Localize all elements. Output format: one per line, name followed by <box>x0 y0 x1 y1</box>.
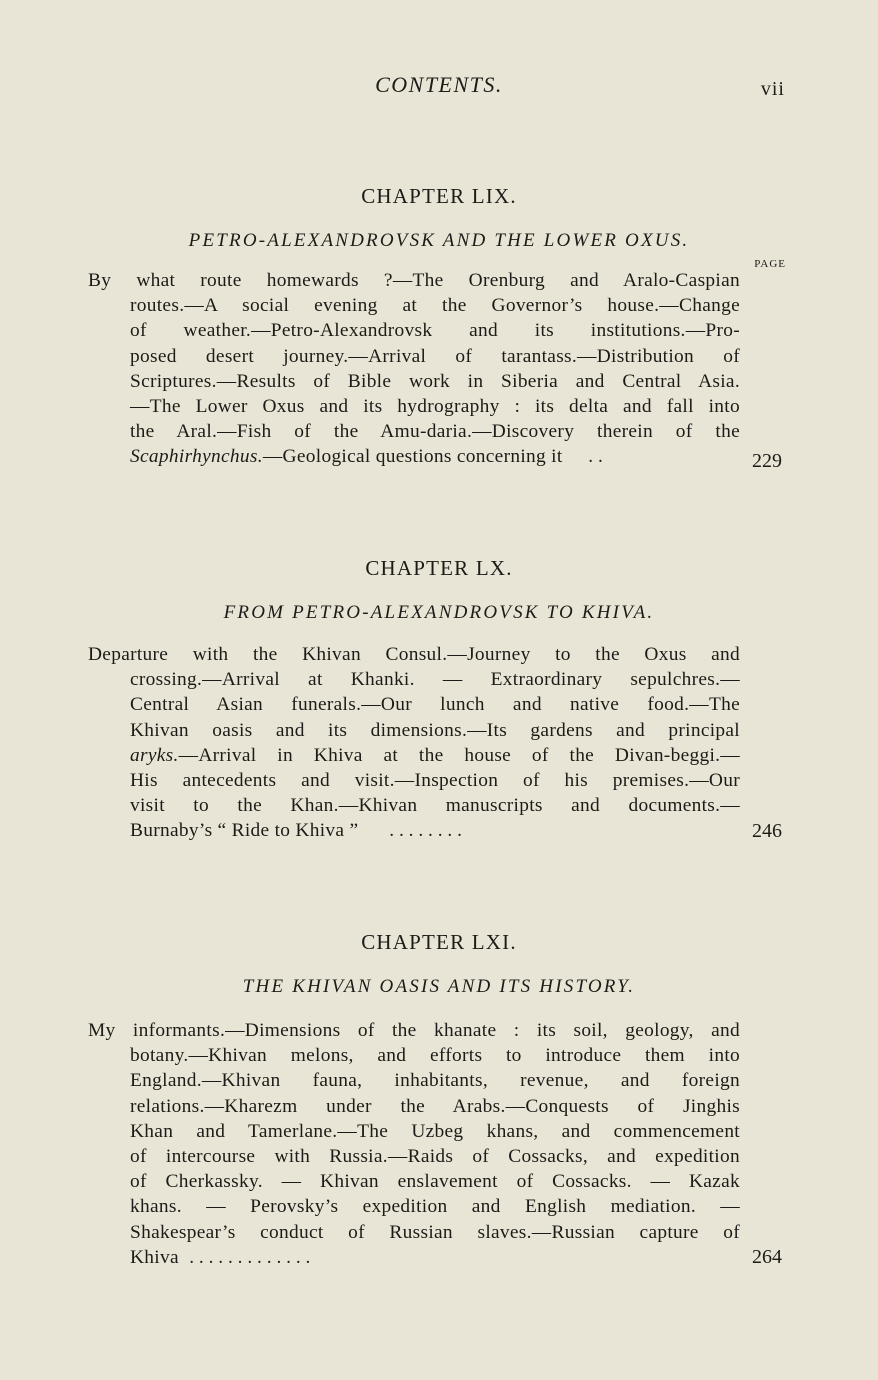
summary-line: routes.—A social evening at the Governor’s house.—Change <box>130 295 740 317</box>
summary-line: of Cherkassky. — Khivan enslavement of Cossacks. — Kazak <box>130 1171 740 1193</box>
summary-line: Shakespear’s conduct of Russian slaves.—Russian capture of <box>130 1221 740 1243</box>
dot-leader: . . <box>588 446 603 468</box>
running-head <box>0 72 878 106</box>
chapter-heading: CHAPTER LXI. <box>361 930 517 954</box>
summary-last-line <box>88 818 740 843</box>
summary-line: Departure with the Khivan Consul.—Journey to the Oxus and <box>88 644 740 665</box>
chapter-lix <box>0 184 878 258</box>
summary-line: Khivan oasis and its dimensions.—Its gardens and principal <box>130 719 740 741</box>
summary-line: —The Lower Oxus and its hydrography : its delta and fall into <box>130 395 740 417</box>
summary-text: —Arrival in Khiva at the house of the Divan-beggi.— <box>178 744 740 766</box>
summary-text: —Geological questions concerning it <box>262 446 563 468</box>
chapter-lxi <box>0 930 878 1004</box>
chapter-subtitle: PETRO-ALEXANDROVSK AND THE LOWER OXUS. <box>188 230 690 251</box>
summary-line: khans. — Perovsky’s expedition and English mediation. — <box>130 1196 740 1218</box>
chapter-summary <box>88 1018 740 1270</box>
chapter-lx <box>0 556 878 630</box>
summary-line: Scriptures.—Results of Bible work in Siberia and Central Asia. <box>130 370 740 392</box>
summary-line: relations.—Kharezm under the Arabs.—Conquests of Jinghis <box>130 1095 740 1117</box>
summary-line: England.—Khivan fauna, inhabitants, revenue, and foreign <box>130 1070 740 1092</box>
page-number: vii <box>760 78 785 100</box>
page-reference: 229 <box>752 450 782 472</box>
page-column-label: PAGE <box>754 258 786 270</box>
summary-line: the Aral.—Fish of the Amu-daria.—Discovery therein of the <box>130 421 740 443</box>
summary-line: crossing.—Arrival at Khanki. — Extraordinary sepulchres.— <box>130 669 740 691</box>
summary-text: Burnaby’s “ Ride to Khiva ” <box>130 820 359 842</box>
page-reference: 246 <box>752 820 782 842</box>
running-title: CONTENTS. <box>375 72 503 97</box>
dot-leader: . . . . . . . . <box>389 820 462 842</box>
page-reference: 264 <box>752 1246 782 1268</box>
chapter-subtitle: THE KHIVAN OASIS AND ITS HISTORY. <box>242 976 636 997</box>
chapter-summary <box>88 268 740 470</box>
summary-line <box>88 743 740 768</box>
summary-line: By what route homewards ?—The Orenburg and Aralo-Caspian <box>88 270 740 291</box>
summary-line: Khan and Tamerlane.—The Uzbeg khans, and commencement <box>130 1120 740 1142</box>
dot-leader: . . . . . . . . . . . . . <box>189 1246 311 1268</box>
summary-line: His antecedents and visit.—Inspection of his premises.—Our <box>130 769 740 791</box>
chapter-subtitle: FROM PETRO-ALEXANDROVSK TO KHIVA. <box>223 602 655 623</box>
italic-term: aryks. <box>130 744 179 766</box>
chapter-summary <box>88 642 740 844</box>
chapter-heading: CHAPTER LIX. <box>361 184 517 208</box>
summary-last-line <box>88 444 740 469</box>
summary-last-line <box>88 1245 740 1270</box>
summary-line: of intercourse with Russia.—Raids of Cossacks, and expedition <box>130 1145 740 1167</box>
summary-line: botany.—Khivan melons, and efforts to introduce them into <box>130 1045 740 1067</box>
summary-line: Central Asian funerals.—Our lunch and native food.—The <box>130 694 740 716</box>
summary-line: visit to the Khan.—Khivan manuscripts and documents.— <box>130 795 740 817</box>
chapter-heading: CHAPTER LX. <box>365 556 513 580</box>
summary-text: Khiva <box>130 1246 179 1268</box>
italic-term: Scaphirhynchus. <box>130 446 263 468</box>
summary-line: posed desert journey.—Arrival of tarantass.—Distribution of <box>130 345 740 367</box>
summary-line: of weather.—Petro-Alexandrovsk and its institutions.—Pro- <box>130 320 740 342</box>
summary-line: My informants.—Dimensions of the khanate : its soil, geology, and <box>88 1020 740 1041</box>
